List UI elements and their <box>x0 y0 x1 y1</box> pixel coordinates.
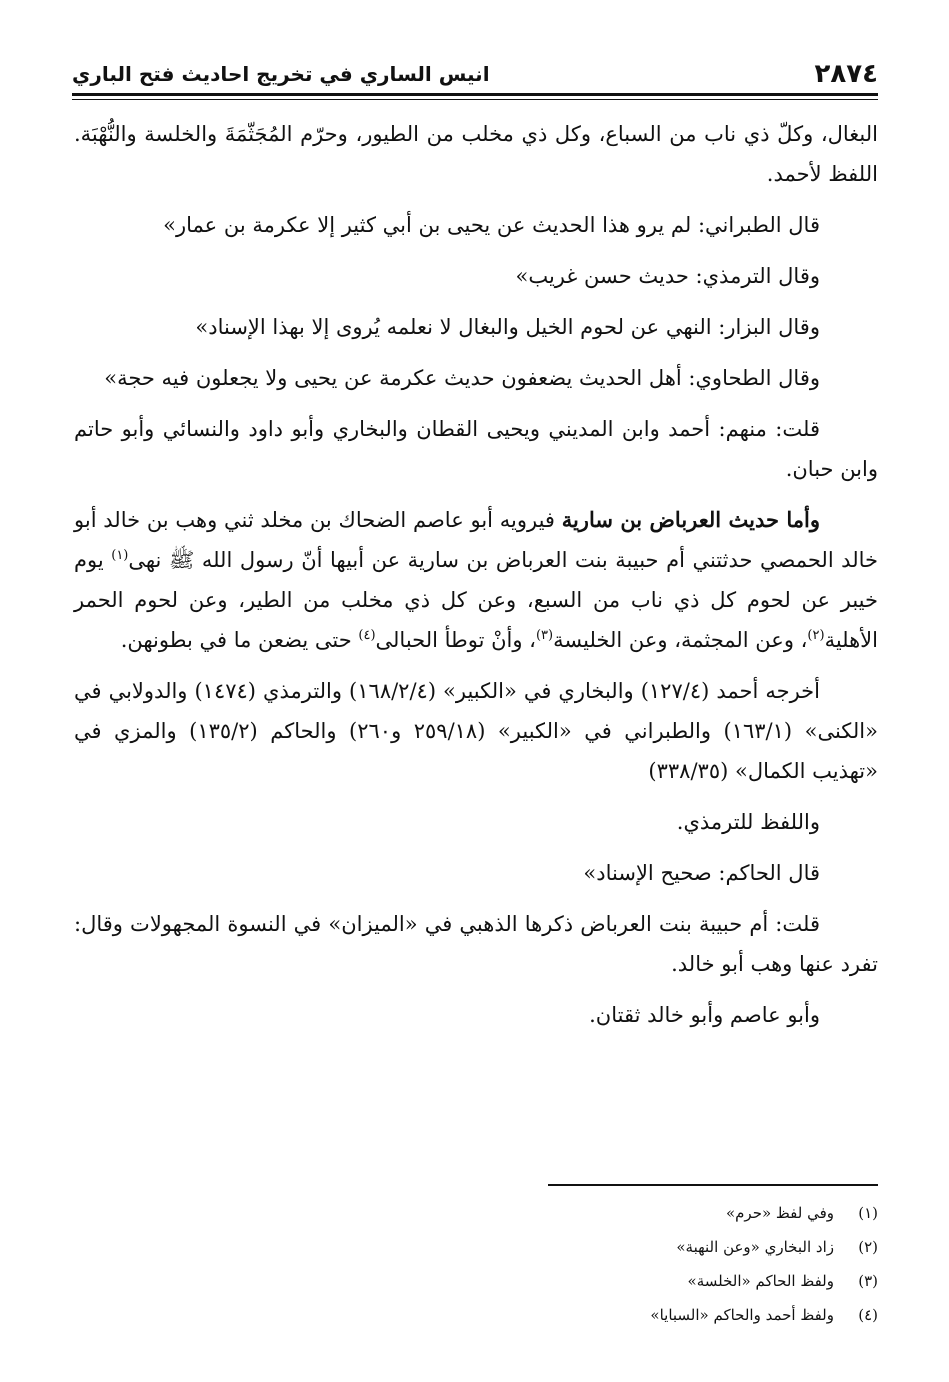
footnote-ref-4: (٤) <box>358 628 376 643</box>
header-rule-thick <box>72 93 878 96</box>
footnote-ref-3: (٣) <box>535 628 554 643</box>
footnote-item <box>380 1264 878 1298</box>
footnote-number: (٣) <box>858 1272 878 1290</box>
footnote-ref-2: (٢) <box>807 628 825 643</box>
footnote-text: وفي لفظ «حرم» <box>725 1204 834 1222</box>
footnote-text: زاد البخاري «وعن النهبة» <box>676 1238 834 1256</box>
paragraph-9: واللفظ للترمذي. <box>676 810 820 834</box>
paragraph-11: قلت: أم حبيبة بنت العرباض ذكرها الذهبي في «الميزان» في النسوة المجهولات وقال: تفرد عنها وهب أبو خالد. <box>74 912 878 976</box>
footnote-text: ولفظ الحاكم «الخلسة» <box>687 1272 834 1290</box>
paragraph-7-part-1: فيرويه أبو عاصم الضحاك بن مخلد ثني وهب بن خالد أبو خالد الحمصي حدثتني أم حبيبة بنت العرباض بن سارية عن أبيها أنّ رسول الله ﷺ نهى <box>74 508 878 572</box>
footnote-text: ولفظ أحمد والحاكم «السبايا» <box>650 1306 834 1324</box>
hadith-heading: وأما حديث العرباض بن سارية <box>561 507 820 532</box>
paragraph-7-part-4: ، وأنْ توطأ الحبالى <box>375 628 536 652</box>
running-title: انيس الساري في تخريج احاديث فتح الباري <box>72 62 490 86</box>
footnote-item <box>380 1298 878 1332</box>
page-header <box>72 56 878 92</box>
paragraph-6: قلت: منهم: أحمد وابن المديني ويحيى القطان والبخاري وأبو داود والنسائي وأبو حاتم وابن حبان. <box>74 417 878 481</box>
footnote-item <box>380 1196 878 1230</box>
footnote-item <box>380 1230 878 1264</box>
paragraph-10: قال الحاكم: صحيح الإسناد» <box>583 861 820 885</box>
footnotes <box>380 1196 878 1332</box>
footnote-number: (١) <box>858 1204 878 1222</box>
paragraph-4: وقال البزار: النهي عن لحوم الخيل والبغال لا نعلمه يُروى إلا بهذا الإسناد» <box>195 315 820 339</box>
footnote-number: (٢) <box>858 1238 878 1256</box>
paragraph-3: وقال الترمذي: حديث حسن غريب» <box>515 264 820 288</box>
footnote-separator <box>548 1184 878 1186</box>
paragraph-7-part-5: حتى يضعن ما في بطونهن. <box>120 628 359 652</box>
paragraph-7-part-2: يوم خيبر عن لحوم كل ذي ناب من السبع، وعن كل ذي مخلب من الطير، وعن لحوم الحمر الأهلية <box>74 548 878 652</box>
paragraph-12: وأبو عاصم وأبو خالد ثقتان. <box>589 1003 820 1027</box>
paragraph-2: قال الطبراني: لم يرو هذا الحديث عن يحيى بن أبي كثير إلا عكرمة بن عمار» <box>163 213 820 237</box>
paragraph-1: البغال، وكلّ ذي ناب من السباع، وكل ذي مخلب من الطيور، وحرّم المُجَثّمَةَ والخلسة والنُّهْبَة. اللفظ لأحمد. <box>74 122 878 186</box>
paragraph-5: وقال الطحاوي: أهل الحديث يضعفون حديث عكرمة عن يحيى ولا يجعلون فيه حجة» <box>104 366 820 390</box>
page-number: ٢٨٧٤ <box>814 59 878 89</box>
footnote-number: (٤) <box>858 1306 878 1324</box>
main-text <box>74 114 878 1046</box>
header-rule-thin <box>72 99 878 100</box>
paragraph-8: أخرجه أحمد (١٢٧/٤) والبخاري في «الكبير» (١٦٨/٢/٤) والترمذي (١٤٧٤) والدولابي في «الكنى» (١٦٣/١) والطبراني في «الكبير» (٢٥٩/١٨ و٢٦٠) والحاكم (١٣٥/٢) والمزي في «تهذيب الكمال» (٣٣٨/٣٥) <box>74 679 878 783</box>
paragraph-7 <box>74 500 878 660</box>
paragraph-7-part-3: ، وعن المجثمة، وعن الخليسة <box>553 628 808 652</box>
footnote-ref-1: (١) <box>111 548 129 563</box>
